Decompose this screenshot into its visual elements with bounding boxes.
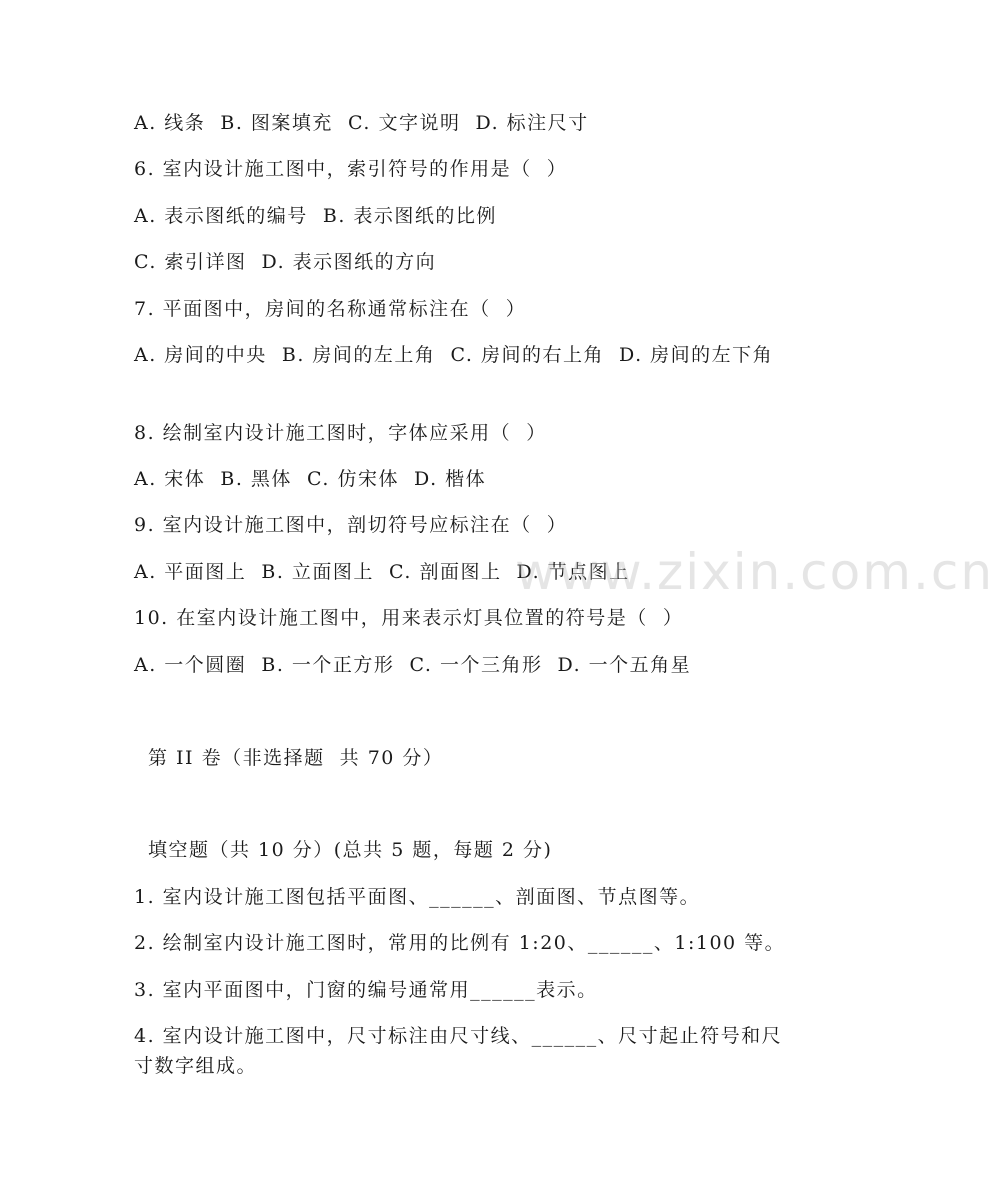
fill-in-header: 填空题（共 10 分）(总共 5 题，每题 2 分) — [148, 839, 553, 861]
q9-question: 9. 室内设计施工图中，剖切符号应标注在（ ） — [134, 514, 568, 536]
q8-question: 8. 绘制室内设计施工图时，字体应采用（ ） — [134, 422, 547, 444]
q8-options: A. 宋体 B. 黑体 C. 仿宋体 D. 楷体 — [134, 468, 487, 490]
fill-q4: 4. 室内设计施工图中，尺寸标注由尺寸线、______、尺寸起止符号和尺寸数字组成。 — [134, 1025, 783, 1077]
q7-question: 7. 平面图中，房间的名称通常标注在（ ） — [134, 298, 527, 320]
q6-question: 6. 室内设计施工图中，索引符号的作用是（ ） — [134, 158, 568, 180]
q10-question: 10. 在室内设计施工图中，用来表示灯具位置的符号是（ ） — [134, 607, 684, 629]
fill-q3: 3. 室内平面图中，门窗的编号通常用______表示。 — [134, 979, 598, 1001]
fill-q2: 2. 绘制室内设计施工图时，常用的比例有 1:20、______、1:100 等。 — [134, 932, 786, 954]
q9-options: A. 平面图上 B. 立面图上 C. 剖面图上 D. 节点图上 — [134, 561, 630, 583]
q10-options: A. 一个圆圈 B. 一个正方形 C. 一个三角形 D. 一个五角星 — [134, 654, 692, 676]
q6-options-line1: A. 表示图纸的编号 B. 表示图纸的比例 — [134, 205, 497, 227]
fill-q1: 1. 室内设计施工图包括平面图、______、剖面图、节点图等。 — [134, 886, 701, 908]
watermark: www.zixin.com.cn — [515, 543, 994, 601]
q7-options: A. 房间的中央 B. 房间的左上角 C. 房间的右上角 D. 房间的左下角 — [134, 344, 774, 366]
q5-options: A. 线条 B. 图案填充 C. 文字说明 D. 标注尺寸 — [134, 112, 589, 134]
q6-options-line2: C. 索引详图 D. 表示图纸的方向 — [134, 251, 437, 273]
section-title: 第 II 卷（非选择题 共 70 分） — [148, 747, 444, 769]
